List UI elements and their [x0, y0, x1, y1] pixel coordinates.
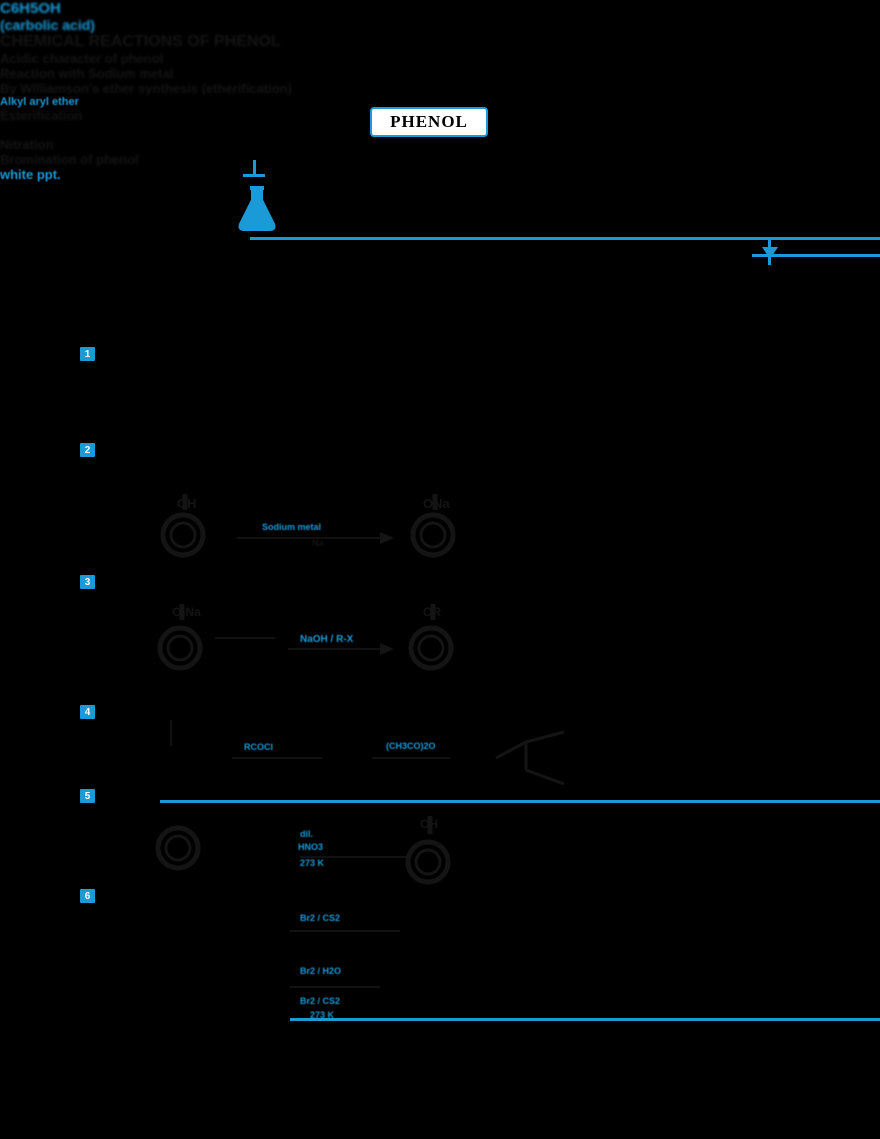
reaction-6-reagent-c2: 273 K: [310, 1010, 335, 1020]
reaction-2-reagent-sub: Na: [312, 538, 324, 548]
reaction-2-left-structure: [155, 492, 215, 567]
reaction-5-left-structure: [152, 818, 208, 883]
reaction-6-reagent-c: Br2 / CS2: [300, 996, 341, 1006]
reaction-4-arrow-a: [232, 757, 322, 759]
reaction-6-note: white ppt.: [0, 167, 61, 182]
svg-text:OH: OH: [420, 817, 438, 831]
reaction-6-arrow-c: [290, 1018, 880, 1021]
reaction-3-right-structure: [403, 600, 463, 677]
section-6-heading: Bromination of phenol: [0, 152, 139, 167]
arrow-marker-right: [760, 245, 780, 266]
reaction-5-reagent: dil.: [300, 829, 313, 839]
phenol-formula-label: C6H5OH: [0, 0, 61, 17]
reaction-5-reagent2: HNO3: [298, 842, 324, 852]
section-1-heading: Acidic character of phenol: [0, 51, 164, 66]
section-3-badge: 3: [80, 575, 95, 589]
reaction-4-arrow-b: [372, 757, 450, 759]
reaction-6-reagent-b: Br2 / H2O: [300, 966, 342, 976]
svg-text:ONa: ONa: [423, 496, 450, 511]
reaction-3-arrow: [288, 648, 386, 650]
reaction-5-reagent3: 273 K: [300, 858, 325, 868]
section-2-heading: Reaction with Sodium metal: [0, 66, 174, 81]
reaction-5-right-structure: [400, 812, 464, 895]
flask-icon: [234, 186, 280, 237]
reaction-4-stub: [170, 720, 172, 746]
section-4-badge: 4: [80, 705, 95, 719]
reaction-2-reagent: Sodium metal: [262, 522, 322, 532]
reaction-6-arrow-b: [290, 986, 380, 988]
section-3-heading: By Williamson's ether synthesis (etherification): [0, 81, 292, 96]
svg-text:O-Na: O-Na: [172, 605, 201, 619]
section-title: CHEMICAL REACTIONS OF PHENOL: [0, 33, 281, 50]
section-5-heading: Nitration: [0, 137, 54, 152]
reaction-2-arrowhead: [380, 531, 394, 549]
reaction-2-right-structure: [405, 492, 465, 567]
section-1-badge: 1: [80, 347, 95, 361]
connector-main-horizontal: [250, 237, 880, 240]
section-5-badge: 5: [80, 789, 95, 803]
reaction-4-reagent-b: (CH3CO)2O: [386, 741, 436, 751]
svg-text:OH: OH: [177, 496, 197, 511]
reaction-3-reagent: NaOH / R-X: [300, 634, 354, 645]
reaction-3-product-label: Alkyl aryl ether: [0, 96, 79, 108]
reaction-6-arrow-a: [290, 930, 400, 932]
reaction-3-bond-line: [215, 637, 275, 639]
reaction-6-reagent-a: Br2 / CS2: [300, 913, 341, 923]
section-4-heading: Esterification: [0, 108, 83, 123]
section-2-badge: 2: [80, 443, 95, 457]
reaction-4-product-structure: [492, 726, 582, 799]
section-5-rule: [160, 800, 880, 803]
page-title: PHENOL: [390, 112, 468, 131]
svg-text:OR: OR: [423, 605, 441, 619]
reaction-2-arrow: [237, 537, 385, 539]
reaction-4-reagent-a: RCOCl: [244, 742, 273, 752]
section-6-badge: 6: [80, 889, 95, 903]
reaction-3-arrowhead: [380, 642, 394, 660]
carbolic-acid-caption: (carbolic acid): [0, 17, 95, 33]
